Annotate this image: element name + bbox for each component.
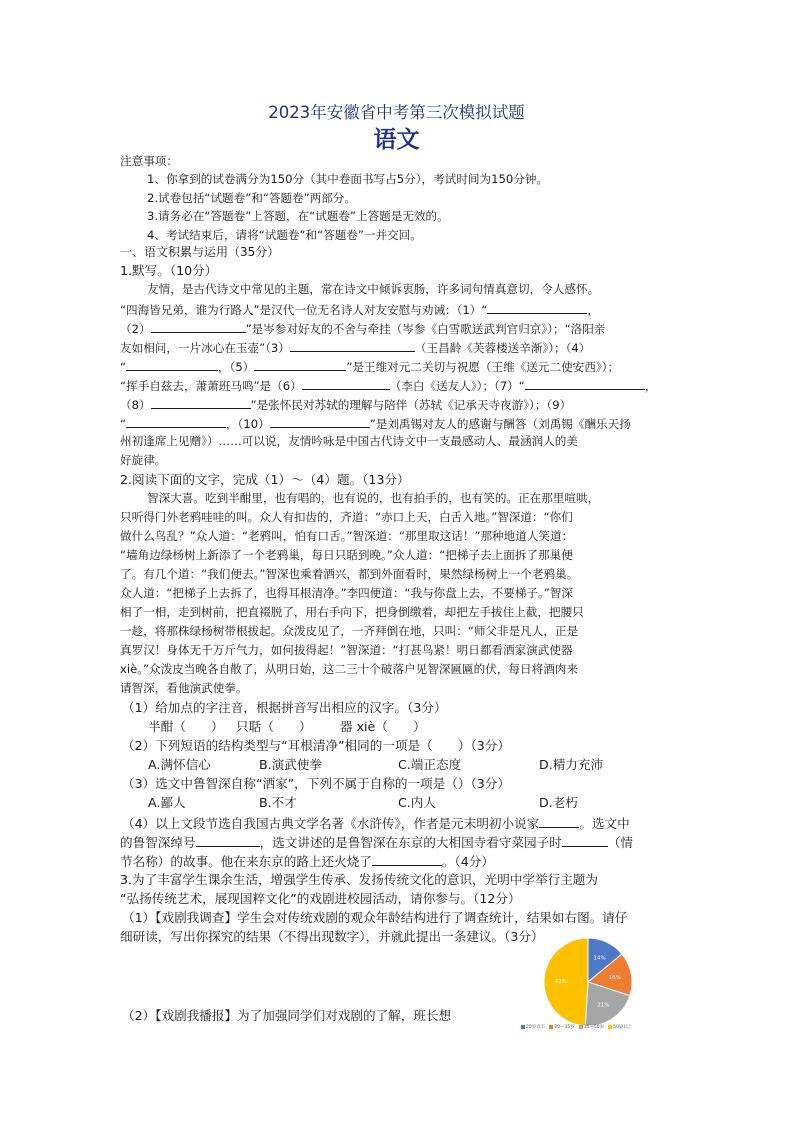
passage-line: 只听得门外老鸦哇哇的叫。众人有扣齿的，齐道：“赤口上天，白舌入地。”智深道：“你们 [120,510,573,524]
answer-blank[interactable] [525,377,645,390]
option[interactable]: A.鄙人 [148,795,186,810]
q2-sub4: （4）以上文段节选自我国古典文学名著《水浒传》，作者是元末明初小说家 。选文中 [122,816,630,831]
q2-sub3: （3）选文中鲁智深自称“洒家”，下列不属于自称的一项是（）（3分） [122,776,510,791]
answer-blank[interactable] [126,415,226,428]
passage-line: xiè。”众泼皮当晚各自散了，从明日始，这二三十个破落户见智深匾匾的伏，每日将酒肉来 [120,662,578,676]
q2-sub1-item: 只聒（ ） [236,719,312,734]
notes-heading: 注意事项： [120,154,178,168]
option[interactable]: A.满怀信心 [148,757,211,772]
answer-blank[interactable] [196,834,260,847]
q3-sub1: 细研读，写出你探究的结果（不得出现数字），并就此提出一条建议。（3分） [120,929,544,944]
q3-intro: “弘扬传统艺术，展现国粹文化”的戏剧进校园活动，请你参与。（12分） [120,891,521,906]
passage-line: 智深大喜。吃到半酣里，也有唱的，也有说的，也有拍手的，也有笑的。正在那里喧哄， [147,491,600,505]
passage-line: 请智深，看他演武使拳。 [120,681,248,695]
answer-blank[interactable] [290,339,415,352]
q1-line: （8） ”是张怀民对苏轼的理解与陪伴（苏轼《记承天寺夜游》）；（9） [120,398,572,412]
legend-swatch [521,1025,525,1029]
legend-swatch [549,1025,553,1029]
note-item-2: 2.试卷包括“试题卷”和“答题卷”两部分。 [147,191,356,205]
pie-slice-label: 21% [597,1002,610,1009]
note-item-4: 4、考试结束后，请将“试题卷”和“答题卷”一并交回。 [147,228,422,242]
passage-line: 一趁，将那株绿杨树带根拔起。众泼皮见了，一齐拜倒在地，只叫：“师父非是凡人，正是 [120,624,579,638]
q3-sub2: （2）【戏剧我播报】为了加强同学们对戏剧的了解，班长想 [122,1008,452,1023]
passage-line: “墙角边绿杨树上新添了一个老鸦巢，每日只聒到晚。”众人道：“把梯子去上面拆了那巢便 [120,548,573,562]
q3-sub1: （1）【戏剧我调查】学生会对传统戏剧的观众年龄结构进行了调查统计，结果如右图。请仔 [122,910,628,925]
option[interactable]: D.精力充沛 [539,757,604,772]
q1-label: 1.默写。（10分） [120,263,218,278]
option[interactable]: B.演武使拳 [259,757,323,772]
q1-line: 州初逢席上见赠》）……可以说，友情吟咏是中国古代诗文中一支最感动人、最涵润人的美 [120,434,578,448]
passage-line: 做什么鸟乱？”众人道：“老鸦叫，怕有口舌。”智深道：“那里取这话！”那种地道人笑道： [120,529,574,543]
passage-line: 了。有几个道：“我们便去。”智深也乘着酒兴，都到外面看时，果然绿杨树上一个老鸦巢。 [120,567,579,581]
note-item-1: 1、你拿到的试卷满分为150分（其中卷面书写占5分），考试时间为150分钟。 [147,172,549,186]
q2-sub1: （1）给加点的字注音，根据拼音写出相应的汉字。（3分） [122,700,447,715]
q1-line: （2） ”是岑参对好友的不舍与牵挂（岑参《白雪歌送武判官归京》）；“洛阳亲 [120,322,606,336]
answer-blank[interactable] [487,301,587,314]
q2-sub4: 的鲁智深绰号 ，选文讲述的是鲁智深在东京的大相国寺看守菜园子时 （情 [120,835,633,850]
legend-swatch [579,1025,583,1029]
q2-sub1-item: 器 xiè（ ） [340,719,426,734]
answer-blank[interactable] [302,377,390,390]
answer-blank[interactable] [539,815,579,828]
q1-line: 友如相问，一片冰心在玉壶”（3） （王昌龄《芙蓉楼送辛渐》）；（4） [120,341,591,355]
pie-slice-label: 49% [554,979,567,986]
chart-legend [517,1024,632,1030]
answer-blank[interactable] [151,396,251,409]
legend-label: 20岁以下 [526,1025,546,1030]
option[interactable]: D.老朽 [539,795,578,810]
option[interactable]: C.内人 [398,795,436,810]
legend-label: 50岁以上 [613,1025,633,1030]
note-item-3: 3.请务必在“答题卷”上答题，在“试题卷”上答题是无效的。 [147,209,449,223]
q2-sub1-item: 半酣（ ） [148,719,224,734]
passage-line: 众人道：“把梯子上去拆了，也得耳根清净。”李四便道：“我与你盘上去，不要梯子。”智深 [120,586,573,600]
q1-line: “四海皆兄弟，谁为行路人”是汉代一位无名诗人对友安慰与劝诫：（1）“ ， [120,303,600,317]
answer-blank[interactable] [254,358,346,371]
pie-slice-label: 16% [608,974,621,981]
legend-swatch [608,1025,612,1029]
option[interactable]: C.端正态度 [398,757,462,772]
q2-sub2: （2）下列短语的结构类型与“耳根清净”相同的一项是（ ）（3分） [122,738,510,753]
answer-blank[interactable] [562,834,608,847]
q2-sub4: 节名称）的故事。他在来东京的路上还火烧了 。（4分） [120,854,494,869]
answer-blank[interactable] [126,358,218,371]
pie-slice-label: 14% [593,955,606,962]
q1-line: 友情，是古代诗文中常见的主题，常在诗文中倾诉衷肠，许多词句情真意切，令人感怀。 [147,282,600,296]
option[interactable]: B.不才 [259,795,297,810]
q2-label: 2.阅读下面的文字，完成（1）～（4）题。（13分） [120,472,410,487]
passage-line: 相了一相，走到树前，把直裰脱了，用右手向下，把身倒缴着，却把左手拔住上截，把腰只 [120,605,584,619]
answer-blank[interactable] [151,320,246,333]
answer-blank[interactable] [372,853,442,866]
q3-intro: 3.为了丰富学生课余生活，增强学生传承、发扬传统文化的意识，光明中学举行主题为 [120,872,598,887]
legend-label: 35—50岁 [583,1025,605,1030]
q1-line: 好旋律。 [120,453,167,467]
q1-line: “ ，（5） ”是王维对元二关切与祝愿（王维《送元二使安西》）； [120,360,620,374]
q1-line: “ ，（10） ”是刘禹锡对友人的感谢与酬答（刘禹锡《酬乐天扬 [120,417,631,431]
legend-label: 20—35岁 [554,1025,575,1030]
subject-title: 语文 [373,127,420,153]
q1-line: “挥手自兹去，萧萧班马鸣”是（6） （李白《送友人》）；（7）“ ， [120,379,657,393]
section-1-heading: 一、语文积累与运用（35分） [120,245,280,259]
passage-line: 真罗汉！身体无千万斤气力，如何拔得起！”智深道：“打甚鸟紧！明日都看洒家演武使器 [120,643,573,657]
exam-title: 2023年安徽省中考第三次模拟试题 [268,103,525,122]
answer-blank[interactable] [270,415,370,428]
